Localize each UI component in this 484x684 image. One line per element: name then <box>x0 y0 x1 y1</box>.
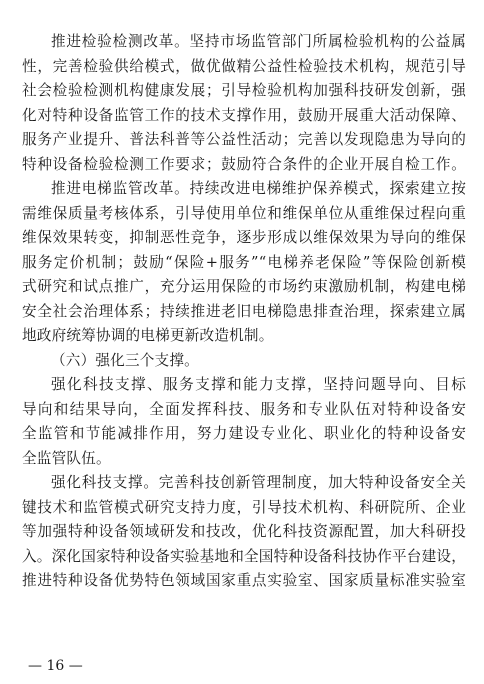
text-line: 强化科技支撑。完善科技创新管理制度，加大特种设备安全关 <box>51 474 466 491</box>
text-line: 强化科技支撑、服务支撑和能力支撑，坚持问题导向、目标 <box>51 376 466 393</box>
text-line: 导向和结果导向，全面发挥科技、服务和专业队伍对特种设备安 <box>22 400 466 418</box>
text-line: 推进电梯监管改革。持续改进电梯维护保养模式，探索建立按 <box>51 180 466 197</box>
text-line: 安全社会治理体系；持续推进老旧电梯隐患排查治理，探索建立属 <box>22 302 466 320</box>
paragraph-inspection-reform <box>22 30 466 177</box>
paragraph-three-supports <box>22 373 466 471</box>
text-line: 全监管队伍。 <box>22 449 111 467</box>
text-line: 维保效果转变，抑制恶性竞争，逐步形成以维保效果为导向的维保 <box>22 229 466 246</box>
text-line: 特种设备检验检测工作要求；鼓励符合条件的企业开展自检工作。 <box>22 155 466 173</box>
text-line: 入。深化国家特种设备实验基地和全国特种设备科技协作平台建设， <box>22 547 466 565</box>
text-line: 化对特种设备监管工作的技术支撑作用，鼓励开展重大活动保障、 <box>22 106 466 124</box>
text-line: 地政府统筹协调的电梯更新改造机制。 <box>22 327 274 344</box>
paragraph-tech-support <box>22 471 466 594</box>
text-line: 服务产业提升、普法科普等公益性活动；完善以发现隐患为导向的 <box>22 131 466 148</box>
text-line: 全监管和节能减排作用，努力建设专业化、职业化的特种设备安 <box>22 425 466 442</box>
text-line: 等加强特种设备领域研发和技改，优化科技资源配置，加大科研投 <box>22 523 466 540</box>
text-line: 服务定价机制；鼓励“保险+服务”“电梯养老保险”等保险创新模 <box>22 253 466 271</box>
text-line: 性，完善检验供给模式，做优做精公益性检验技术机构，规范引导 <box>22 57 466 75</box>
text-line: 推进检验检测改革。坚持市场监管部门所属检验机构的公益属 <box>51 33 466 50</box>
section-heading-text: （六）强化三个支撑。 <box>51 351 199 369</box>
paragraph-elevator-reform <box>22 177 466 349</box>
document-body <box>22 30 466 594</box>
text-line: 社会检验检测机构健康发展；引导检验机构加强科技研发创新，强 <box>22 82 466 99</box>
section-heading <box>22 349 466 374</box>
text-line: 需维保质量考核体系，引导使用单位和维保单位从重维保过程向重 <box>22 204 466 222</box>
text-line: 推进特种设备优势特色领域国家重点实验室、国家质量标准实验室 <box>22 572 466 589</box>
text-line: 式研究和试点推广，充分运用保险的市场约束激励机制，构建电梯 <box>22 278 466 295</box>
text-line: 键技术和监管模式研究支持力度，引导技术机构、科研院所、企业 <box>22 498 466 516</box>
page-number: — 16 — <box>28 658 83 674</box>
